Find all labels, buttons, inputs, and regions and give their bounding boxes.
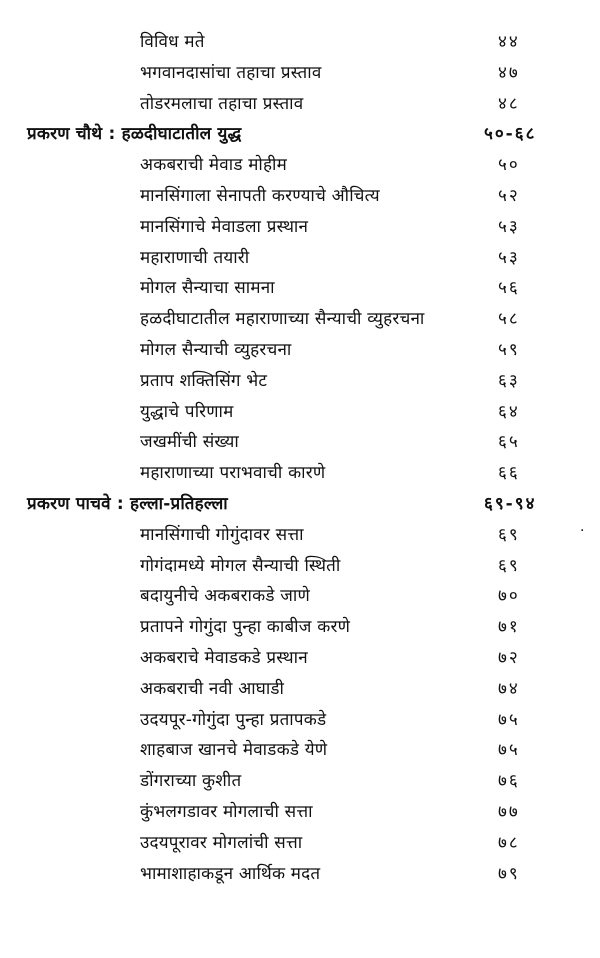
toc-entry-row [0,89,600,120]
toc-entry-page: ६३ [498,370,520,391]
toc-entry-page: ६९ [498,524,520,545]
margin-mark: . [580,519,585,535]
toc-entry-page: ४७ [498,62,520,83]
toc-entry-title: अकबराची मेवाड मोहीम [140,155,287,176]
toc-entry-title: विविध मते [140,32,205,52]
toc-entry-page: ७४ [498,678,520,699]
toc-entry-row [0,859,600,890]
toc-entry-row [0,705,600,736]
toc-entry-page: ५८ [498,309,520,330]
toc-entry-title: मोगल सैन्याची व्युहरचना [140,339,292,360]
toc-entry-page: ४८ [498,93,520,114]
toc-entry-page: ४४ [498,32,520,52]
toc-entry-row [0,304,600,335]
toc-entry-title: युद्धाचे परिणाम [140,401,234,422]
toc-entry-title: उदयपूरावर मोगलांची सत्ता [140,832,303,853]
toc-entry-page: ५३ [498,247,520,268]
toc-entry-title: अकबराचे मेवाडकडे प्रस्थान [140,647,308,668]
toc-entry-page: ६५ [498,432,520,453]
toc-entry-page: ७७ [498,801,520,822]
toc-entry-page: ६९ [498,555,520,576]
toc-entry-title: बदायुनीचे अकबराकडे जाणे [140,586,311,607]
toc-entry-title: कुंभलगडावर मोगलाची सत्ता [140,801,313,822]
toc-entry-page: ७५ [498,740,520,761]
toc-entry-row [0,520,600,551]
toc-entry-page: ७० [498,586,520,607]
toc-entry-title: मोगल सैन्याचा सामना [140,278,275,299]
toc-entry-row [0,427,600,458]
toc-entry-page: ५० [498,155,520,176]
toc-entry-page: ७१ [498,617,520,638]
toc-entry-title: भामाशाहाकडून आर्थिक मदत [140,863,321,884]
toc-entry-row [0,735,600,766]
toc-entry-title: जखमींची संख्या [140,432,239,453]
chapter-title: प्रकरण पाचवे : हल्ला-प्रतिहल्ला [27,493,228,514]
toc-entry-row [0,58,600,89]
toc-entry-title: तोडरमलाचा तहाचा प्रस्ताव [140,93,304,114]
toc-entry-row [0,674,600,705]
toc-entry-title: शाहबाज खानचे मेवाडकडे येणे [140,740,328,761]
toc-entry-title: प्रतापने गोगुंदा पुन्हा काबीज करणे [140,617,351,638]
toc-entry-row [0,27,600,58]
toc-entry-page: ७६ [498,771,520,792]
toc-entry-page: ५६ [498,278,520,299]
toc-entry-page: ५३ [498,216,520,237]
toc-entry-page: ५२ [498,185,520,206]
toc-entry-title: मानसिंगाचे मेवाडला प्रस्थान [140,216,309,237]
toc-entry-row [0,458,600,489]
toc-entry-title: उदयपूर-गोगुंदा पुन्हा प्रतापकडे [140,709,327,730]
toc-entry-page: ७५ [498,709,520,730]
toc-entry-title: भगवानदासांचा तहाचा प्रस्ताव [140,62,322,83]
toc-entry-row [0,643,600,674]
toc-entry-page: ५९ [498,339,520,360]
chapter-heading-row [0,119,600,150]
toc-entry-row [0,181,600,212]
toc-entry-row [0,243,600,274]
toc-entry-title: प्रताप शक्तिसिंग भेट [140,370,268,391]
toc-entry-row [0,797,600,828]
toc-entry-row [0,581,600,612]
toc-entry-title: हळदीघाटातील महाराणाच्या सैन्याची व्युहरचना [140,309,425,330]
toc-entry-row [0,335,600,366]
chapter-title: प्रकरण चौथे : हळदीघाटातील युद्ध [27,124,242,145]
table-of-contents [0,27,600,889]
toc-entry-page: ७२ [498,647,520,668]
toc-entry-row [0,828,600,859]
toc-entry-page: ७९ [498,863,520,884]
toc-entry-page: ७८ [498,832,520,853]
toc-entry-title: महाराणाची तयारी [140,247,250,268]
chapter-heading-row [0,489,600,520]
toc-entry-row [0,766,600,797]
toc-entry-page: ६६ [498,463,520,484]
toc-entry-title: मानसिंगाची गोगुंदावर सत्ता [140,524,304,545]
toc-entry-title: मानसिंगाला सेनापती करण्याचे औचित्य [140,185,380,206]
toc-entry-row [0,551,600,582]
toc-entry-row [0,212,600,243]
toc-entry-row [0,150,600,181]
toc-entry-row [0,612,600,643]
toc-entry-row [0,273,600,304]
toc-entry-title: डोंगराच्या कुशीत [140,771,242,792]
chapter-page-range: ५०-६८ [484,124,537,145]
toc-entry-page: ६४ [498,401,520,422]
toc-entry-title: गोगंदामध्ये मोगल सैन्याची स्थिती [140,555,341,576]
toc-entry-row [0,366,600,397]
toc-entry-row [0,397,600,428]
chapter-page-range: ६९-९४ [484,493,537,514]
toc-entry-title: अकबराची नवी आघाडी [140,678,285,699]
toc-entry-title: महाराणाच्या पराभवाची कारणे [140,463,326,484]
